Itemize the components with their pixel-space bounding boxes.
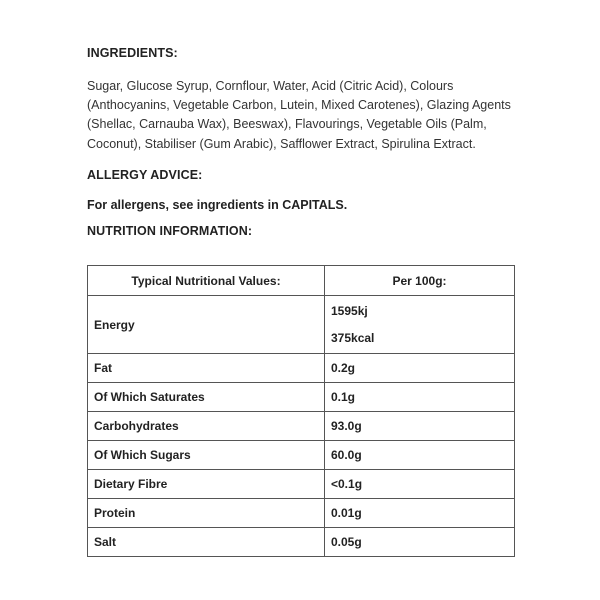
row-value: 0.05g [325, 528, 515, 557]
nutrition-table-header [88, 266, 515, 296]
energy-kcal: 375kcal [331, 331, 375, 345]
row-label: Of Which Sugars [88, 441, 325, 470]
table-row-energy [88, 296, 515, 354]
energy-values [331, 304, 514, 345]
row-value: 60.0g [325, 441, 515, 470]
row-label: Carbohydrates [88, 412, 325, 441]
row-label: Dietary Fibre [88, 470, 325, 499]
table-row [88, 528, 515, 557]
allergy-heading: ALLERGY ADVICE: [87, 167, 203, 182]
energy-label: Energy [88, 296, 325, 354]
nutrition-heading: NUTRITION INFORMATION: [87, 223, 253, 238]
table-row [88, 470, 515, 499]
ingredients-heading: INGREDIENTS: [87, 46, 178, 60]
row-value: 93.0g [325, 412, 515, 441]
row-label: Protein [88, 499, 325, 528]
label-document [87, 46, 527, 549]
header-typical-values: Typical Nutritional Values: [88, 266, 325, 296]
row-value: 0.2g [325, 354, 515, 383]
table-row [88, 499, 515, 528]
energy-kj: 1595kj [331, 304, 368, 318]
row-label: Salt [88, 528, 325, 557]
row-value: 0.01g [325, 499, 515, 528]
energy-values-cell [325, 296, 515, 354]
row-label: Fat [88, 354, 325, 383]
table-row [88, 412, 515, 441]
allergy-text: For allergens, see ingredients in CAPITALS. [87, 197, 348, 212]
table-row [88, 383, 515, 412]
row-value: <0.1g [325, 470, 515, 499]
nutrition-table [87, 265, 515, 557]
header-per-100g: Per 100g: [325, 266, 515, 296]
table-row [88, 354, 515, 383]
row-value: 0.1g [325, 383, 515, 412]
ingredients-text: Sugar, Glucose Syrup, Cornflour, Water, Acid (Citric Acid), Colours (Anthocyanins, Vegetable Carbon, Lutein, Mixed Carotenes), Glazing Agents (Shellac, Carnauba Wax), Beeswax), Flavourings, Vegetable Oils (Palm, Coconut), Stabiliser (Gum Arabic), Safflower Extract, Spirulina Extract. [87, 79, 511, 151]
table-row [88, 441, 515, 470]
row-label: Of Which Saturates [88, 383, 325, 412]
